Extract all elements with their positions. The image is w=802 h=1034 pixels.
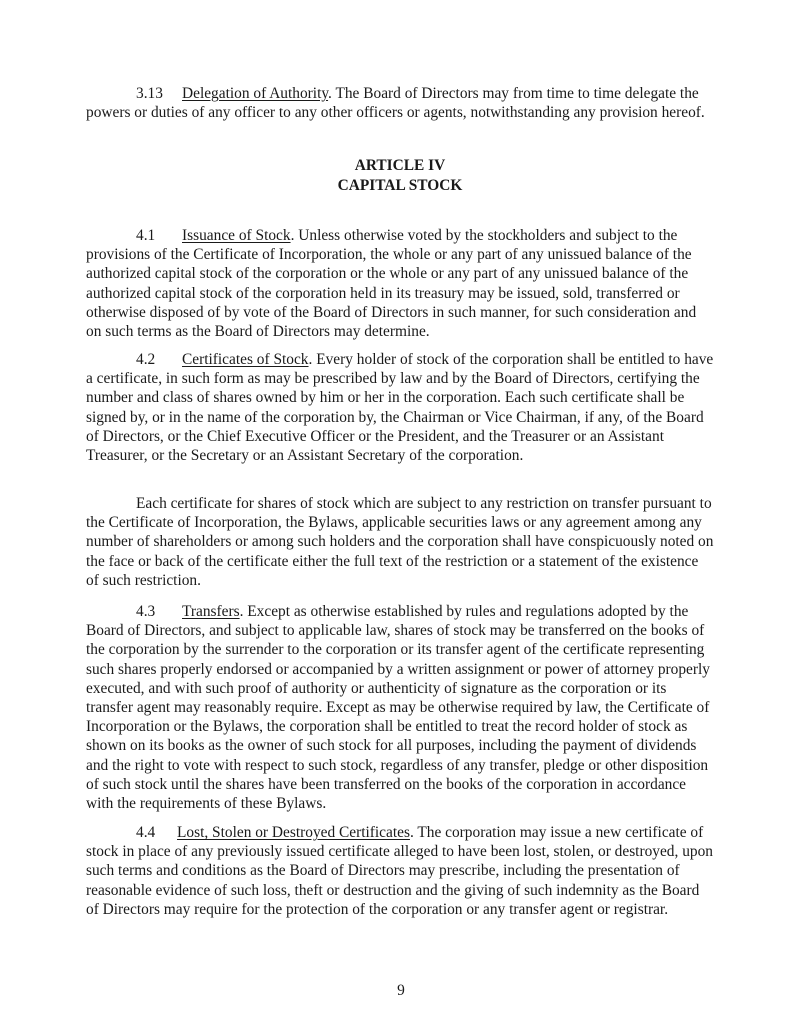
section-heading: Delegation of Authority — [182, 85, 329, 102]
section-number: 4.2 — [136, 351, 156, 368]
section-4-3 — [86, 602, 714, 813]
section-number: 3.13 — [136, 85, 163, 102]
section-4-1 — [86, 226, 714, 341]
section-body: . Except as otherwise established by rules and regulations adopted by the Board of Directors, and subject to applicable law, shares of stock may be transferred on the books of the corporation by the surrender to the corporation or its transfer agent of the certificate representing such shares properly endorsed or accompanied by a written assignment or power of attorney properly executed, and with such proof of authority or authenticity of signature as the corporation or its transfer agent may reasonably require. Except as may be otherwise required by law, the Certificate of Incorporation or the Bylaws, the corporation shall be entitled to treat the record holder of stock as shown on its books as the owner of such stock for all purposes, including the payment of dividends and the right to vote with respect to such stock, regardless of any transfer, pledge or other disposition of such stock until the shares have been transferred on the books of the corporation in accordance with the requirements of these Bylaws. — [86, 603, 710, 813]
section-heading: Certificates of Stock — [182, 351, 309, 368]
section-number: 4.3 — [136, 603, 156, 620]
section-heading: Transfers — [182, 603, 240, 620]
section-body: . Unless otherwise voted by the stockholders and subject to the provisions of the Certificate of Incorporation, the whole or any part of any unissued balance of the authorized capital stock of the corporation or the whole or any part of any unissued balance of the authorized capital stock of the corporation held in its treasury may be issued, sold, transferred or otherwise disposed of by vote of the Board of Directors in such manner, for such consideration and on such terms as the Board of Directors may determine. — [86, 227, 697, 341]
section-number: 4.1 — [136, 227, 156, 244]
page-number: 9 — [397, 982, 405, 999]
section-heading: Issuance of Stock — [182, 227, 291, 244]
article-title: ARTICLE IV — [354, 157, 446, 174]
section-3-13 — [86, 84, 714, 122]
section-4-2-paragraph-2: Each certificate for shares of stock which are subject to any restriction on transfer pursuant to the Certificate of Incorporation, the Bylaws, applicable securities laws or any agreement among any number of shareholders or among such holders and the corporation shall have conspicuously noted on the face or back of the certificate either the full text of the restriction or a statement of the existence of such restriction. — [86, 495, 714, 589]
section-body: . The corporation may issue a new certificate of stock in place of any previously issued certificate alleged to have been lost, stolen, or destroyed, upon such terms and conditions as the Board of Directors may prescribe, including the presentation of reasonable evidence of such loss, theft or destruction and the giving of such indemnity as the Board of Directors may require for the protection of the corporation or any transfer agent or registrar. — [86, 824, 713, 918]
section-heading: Lost, Stolen or Destroyed Certificates — [177, 824, 410, 841]
section-number: 4.4 — [136, 824, 156, 841]
section-4-2 — [86, 350, 714, 465]
article-subtitle: CAPITAL STOCK — [337, 177, 463, 194]
section-4-4 — [86, 823, 714, 919]
section-body: . The Board of Directors may from time to time delegate the powers or duties of any officer to any other officers or agents, notwithstanding any provision hereof. — [86, 85, 705, 122]
section-body: . Every holder of stock of the corporation shall be entitled to have a certificate, in such form as may be prescribed by law and by the Board of Directors, certifying the number and class of shares owned by him or her in the corporation. Each such certificate shall be signed by, or in the name of the corporation by, the Chairman or Vice Chairman, if any, of the Board of Directors, or the Chief Executive Officer or the President, and the Treasurer or an Assistant Treasurer, or the Secretary or an Assistant Secretary of the corporation. — [86, 351, 714, 465]
